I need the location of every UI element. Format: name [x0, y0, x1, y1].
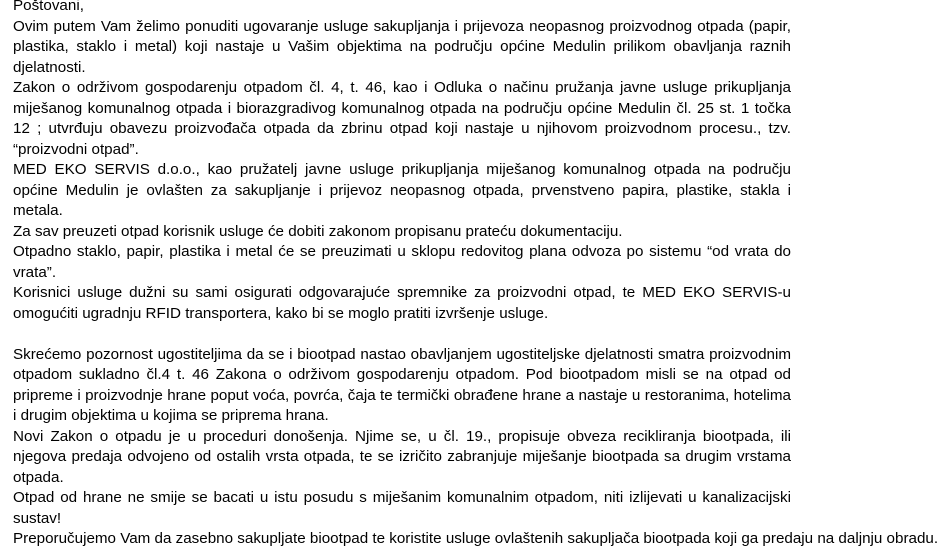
paragraph-new-law: Novi Zakon o otpadu je u proceduri donošenja. Njime se, u čl. 19., propisuje obveza recikliranja biootpada, ili njegova predaja odvojeno od ostalih vrsta otpada, te se izričito zabranjuje miješanje biootpada sa drugim vrstama otpada. — [13, 427, 791, 486]
paragraph-cut-off: Preporučujemo Vam da zasebno sakupljate biootpad te koristite usluge ovlaštenih sakupljača biootpada koji ga predaju na daljnju obradu. — [13, 530, 938, 547]
paragraph-food-waste: Otpad od hrane ne smije se bacati u istu posudu s miješanim komunalnim otpadom, niti izlijevati u kanalizacijski sustav! — [13, 489, 791, 527]
paragraph-gap — [13, 324, 791, 345]
paragraph-containers: Korisnici usluge dužni su sami osigurati odgovarajuće spremnike za proizvodni otpad, te MED EKO SERVIS-u omogućiti ugradnju RFID transportera, kako bi se moglo pratiti izvršenje usluge. — [13, 284, 791, 322]
paragraph-company: MED EKO SERVIS d.o.o., kao pružatelj javne usluge prikupljanja miješanog komunalnog otpada na području općine Medulin je ovlašten za sakupljanje i prijevoz neopasnog otpada, prvenstveno papira, plastike, stakla i metala. — [13, 161, 791, 219]
paragraph-documentation: Za sav preuzeti otpad korisnik usluge će dobiti zakonom propisanu prateću dokumentaciju. — [13, 222, 623, 240]
greeting: Poštovani, — [13, 0, 84, 14]
paragraph-collection: Otpadno staklo, papir, plastika i metal će se preuzimati u sklopu redovitog plana odvoza po sistemu “od vrata do vrata”. — [13, 243, 791, 281]
paragraph-offer: Ovim putem Vam želimo ponuditi ugovaranje usluge sakupljanja i prijevoza neopasnog proizvodnog otpada (papir, plastika, staklo i metal) koji nastaje u Vašim objektima na području općine Medulin prilikom obavljanja raznih djelatnosti. — [13, 17, 791, 76]
paragraph-biowaste: Skrećemo pozornost ugostiteljima da se i biootpad nastao obavljanjem ugostiteljske djelatnosti smatra proizvodnim otpadom sukladno čl.4 t. 46 Zakona o održivom gospodarenju otpadom. Pod biootpadom misli se na otpad od pripreme i proizvodnje hrane poput voća, povrća, čaja te termički obrađene hrane a nastaje u restoranima, hotelima i drugim objektima u kojima se priprema hrana. — [13, 345, 791, 424]
paragraph-law: Zakon o održivom gospodarenju otpadom čl. 4, t. 46, kao i Odluka o načinu pružanja javne usluge prikupljanja miješanog komunalnog otpada i biorazgradivog komunalnog otpada na području općine Medulin čl. 25 st. 1 točka 12 ; utvrđuju obavezu proizvođača otpada da zbrinu otpad koji nastaje u njihovom proizvodnom procesu., tzv. “proizvodni otpad”. — [13, 79, 791, 158]
document-body — [13, 0, 938, 550]
